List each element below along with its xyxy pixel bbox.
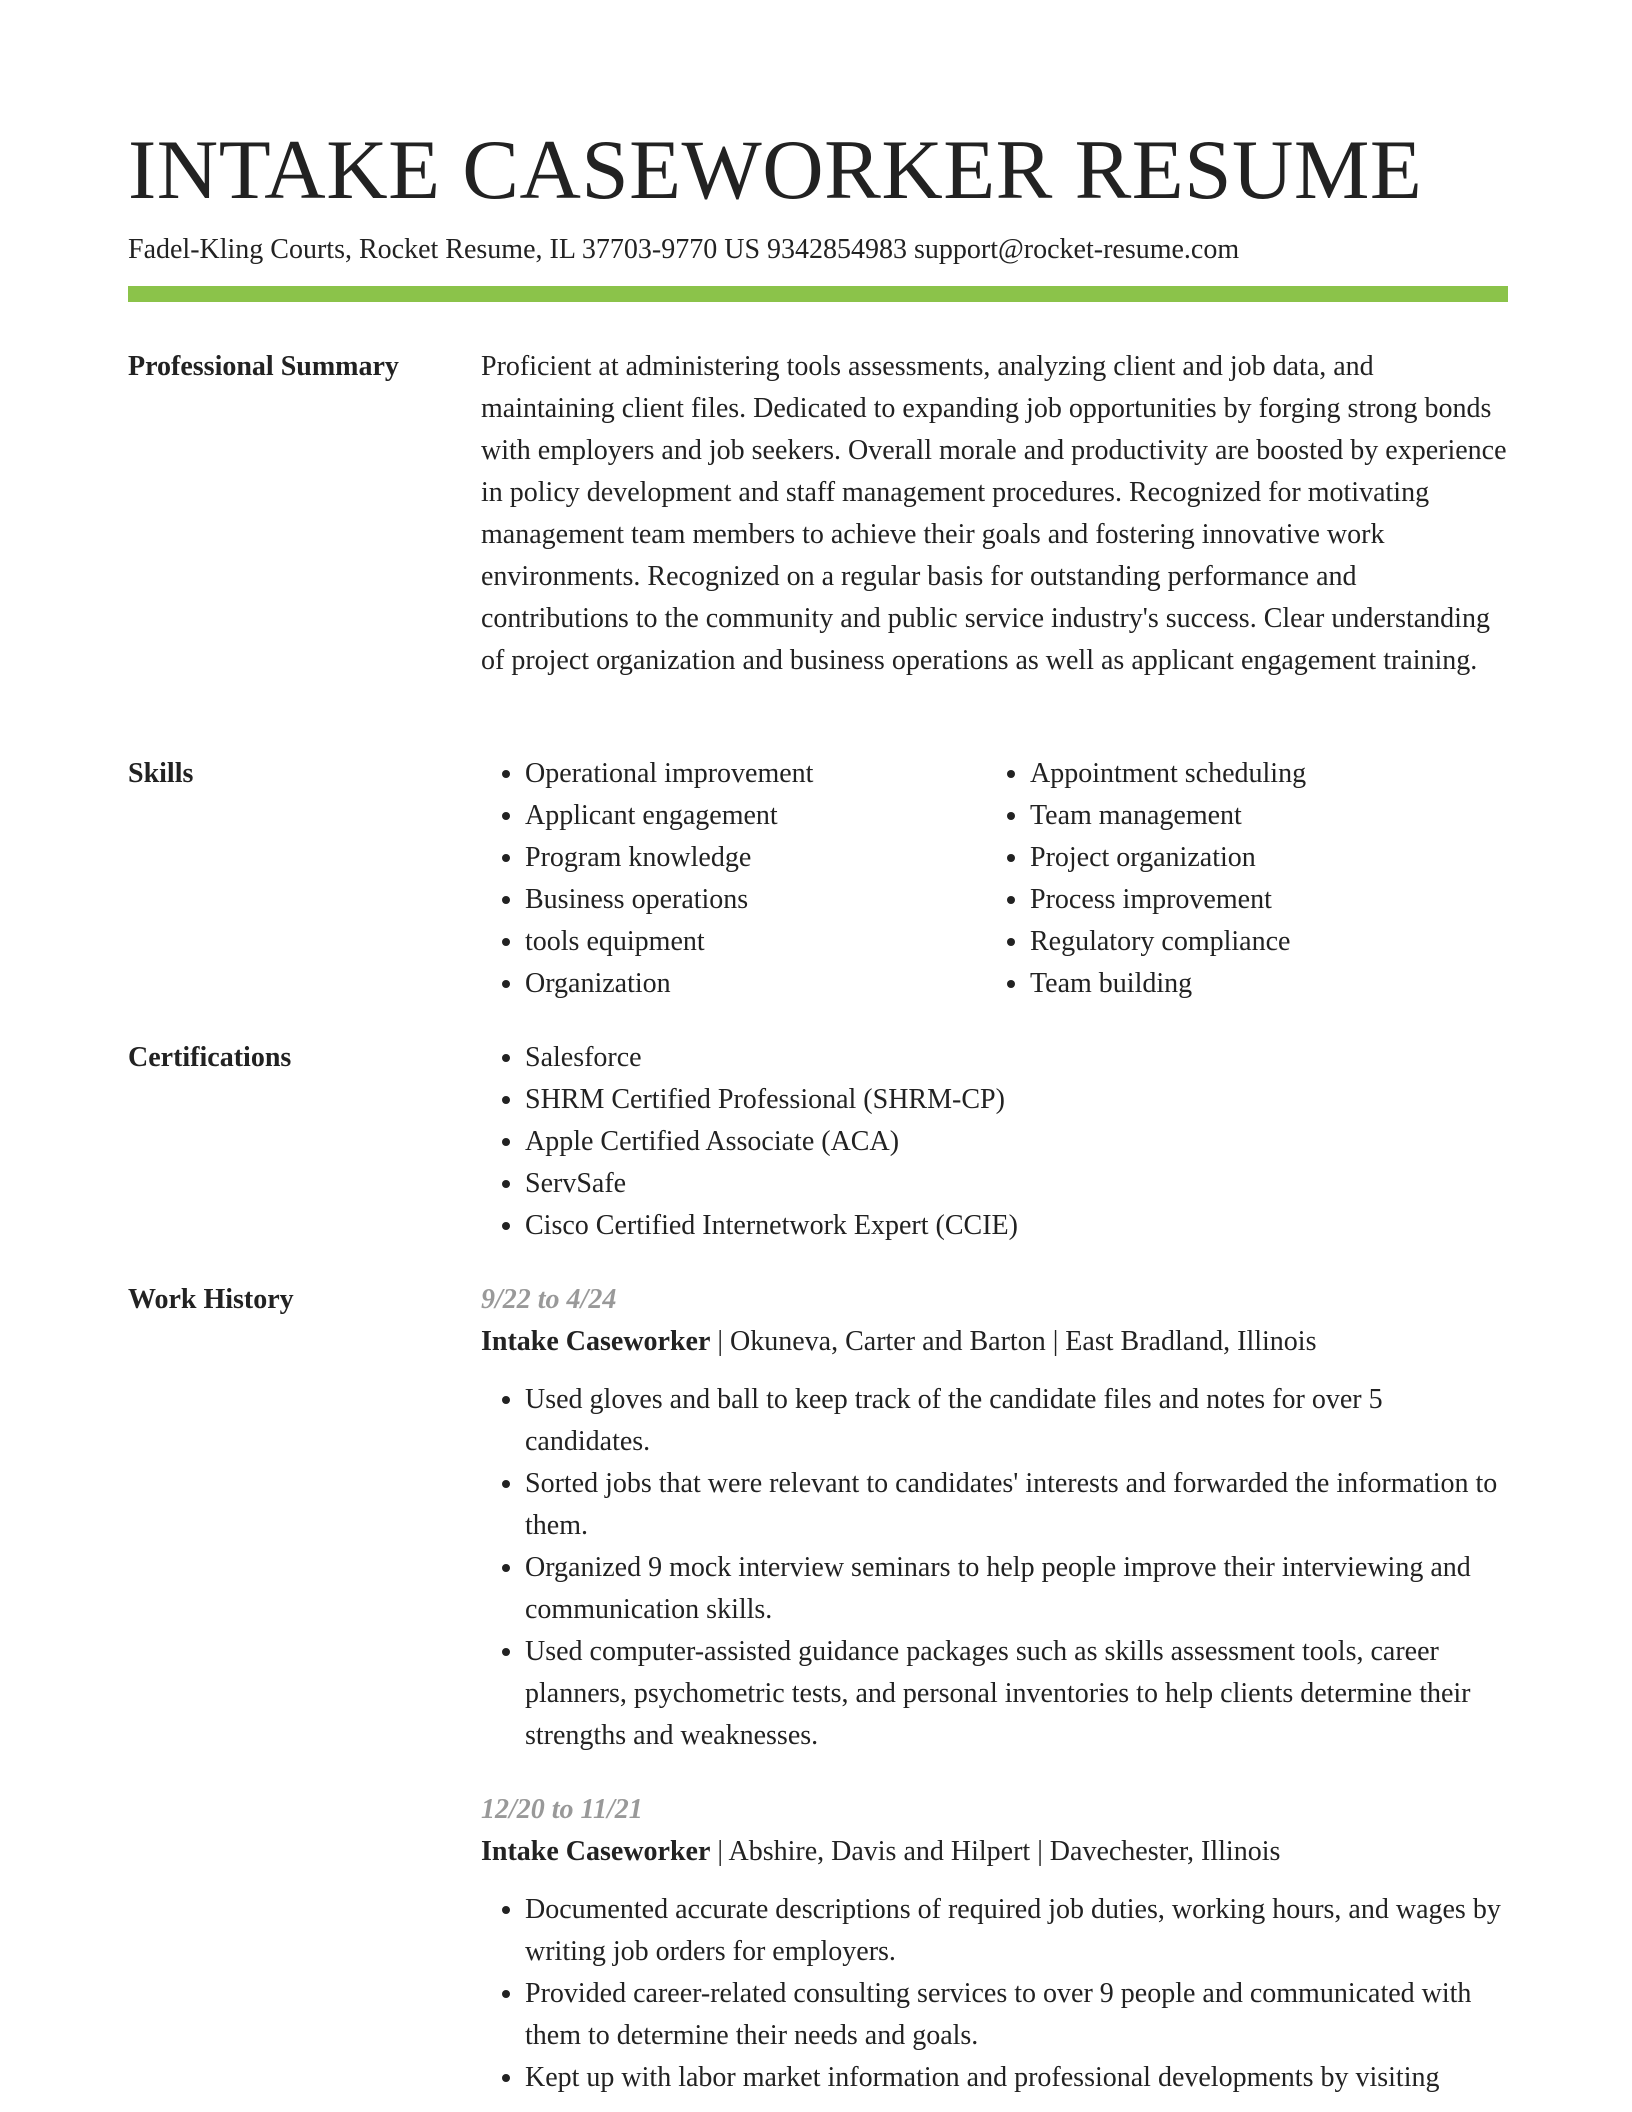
skill-item: • Operational improvement [525, 753, 986, 795]
skill-item: • Organization [525, 963, 986, 1005]
job-bullet: • Sorted jobs that were relevant to candidates' interests and forwarded the information to them. [525, 1463, 1508, 1547]
job-dates: 9/22 to 4/24 [481, 1284, 617, 1315]
skill-item: • Program knowledge [525, 837, 986, 879]
job-dates: 12/20 to 11/21 [481, 1794, 643, 1825]
job-bullet: • Used computer-assisted guidance packages such as skills assessment tools, career planners, psychometric tests, and personal inventories to help clients determine their strengths and weaknesses. [525, 1631, 1508, 1757]
summary-text: Proficient at administering tools assessments, analyzing client and job data, and maintaining client files. Dedicated to expanding job opportunities by forging strong bonds with employers and job seekers. Overall morale and productivity are boosted by experience in policy development and staff management procedures. Recognized for motivating management team members to achieve their goals and fostering innovative work environments. Recognized on a regular basis for outstanding performance and contributions to the community and public service industry's success. Clear understanding of project organization and business operations as well as applicant engagement training. [481, 351, 1507, 676]
certification-item: • Cisco Certified Internetwork Expert (CCIE) [525, 1205, 1508, 1247]
job-bullet: • Kept up with labor market information and professional developments by visiting [525, 2057, 1508, 2099]
skill-item: • Project organization [1030, 837, 1491, 879]
skills-column-1 [481, 753, 986, 1005]
job-title: Intake Caseworker [481, 1326, 711, 1357]
certification-item: • Salesforce [525, 1037, 1508, 1079]
skill-item: • Team building [1030, 963, 1491, 1005]
skill-item: • Team management [1030, 795, 1491, 837]
job-entry [481, 1279, 1508, 1757]
job-details: | Abshire, Davis and Hilpert | Davechester, Illinois [710, 1836, 1281, 1867]
job-bullet: • Organized 9 mock interview seminars to help people improve their interviewing and communication skills. [525, 1547, 1508, 1631]
certifications-body [481, 1037, 1508, 1247]
skill-item: • Business operations [525, 879, 986, 921]
skill-item: • Regulatory compliance [1030, 921, 1491, 963]
resume-title: INTAKE CASEWORKER RESUME [128, 123, 1423, 217]
skill-item: • Appointment scheduling [1030, 753, 1491, 795]
job-details: | Okuneva, Carter and Barton | East Bradland, Illinois [710, 1326, 1317, 1357]
skills-body [481, 753, 1508, 1005]
accent-divider [128, 286, 1508, 302]
skills-column-2 [986, 753, 1491, 1005]
work-history-label: Work History [128, 1284, 294, 1315]
certification-item: • Apple Certified Associate (ACA) [525, 1121, 1508, 1163]
job-heading [481, 1831, 1508, 1873]
job-bullet: • Documented accurate descriptions of required job duties, working hours, and wages by writing job orders for employers. [525, 1889, 1508, 1973]
job-heading [481, 1321, 1508, 1363]
contact-info: Fadel-Kling Courts, Rocket Resume, IL 37703-9770 US 9342854983 support@rocket-resume.com [128, 234, 1240, 265]
summary-label: Professional Summary [128, 351, 399, 382]
certification-item: • SHRM Certified Professional (SHRM-CP) [525, 1079, 1508, 1121]
skill-item: • Process improvement [1030, 879, 1491, 921]
skill-item: • tools equipment [525, 921, 986, 963]
skills-label: Skills [128, 758, 194, 789]
job-title: Intake Caseworker [481, 1836, 711, 1867]
summary-body [481, 346, 1508, 682]
certification-item: • ServSafe [525, 1163, 1508, 1205]
job-entry [481, 1789, 1508, 2099]
skill-item: • Applicant engagement [525, 795, 986, 837]
job-bullet: • Provided career-related consulting services to over 9 people and communicated with them to determine their needs and goals. [525, 1973, 1508, 2057]
job-bullet: • Used gloves and ball to keep track of the candidate files and notes for over 5 candidates. [525, 1379, 1508, 1463]
certifications-label: Certifications [128, 1042, 292, 1073]
